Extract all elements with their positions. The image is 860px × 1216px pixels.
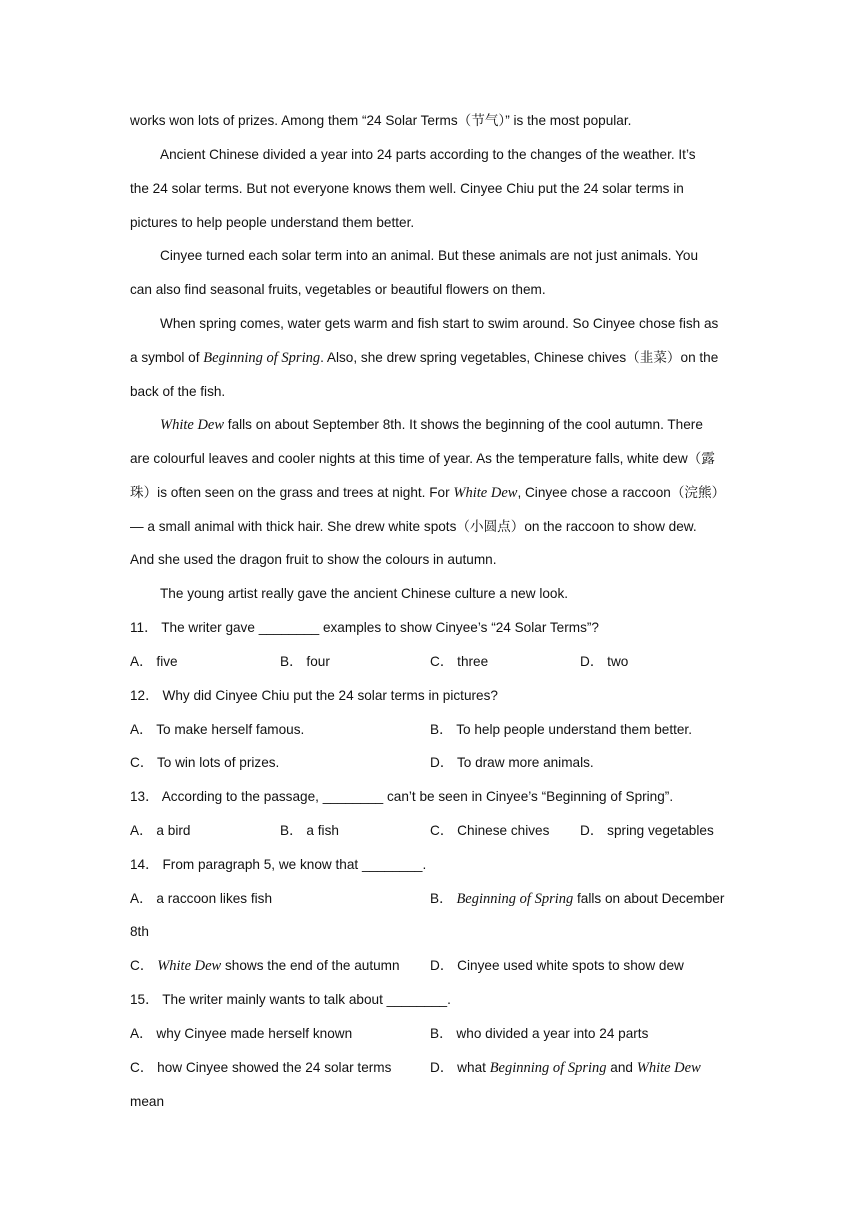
option-a[interactable]: A． five — [130, 654, 178, 669]
passage-line: Ancient Chinese divided a year into 24 parts according to the changes of the weather. It’s — [160, 147, 696, 162]
passage-line: pictures to help people understand them better. — [130, 215, 415, 230]
text-run: B． — [430, 891, 457, 906]
question-15: 15． The writer mainly wants to talk about ________. — [130, 992, 451, 1007]
text-run: a symbol of — [130, 350, 204, 365]
option-b[interactable]: B． four — [280, 654, 330, 669]
option-d[interactable]: D． To draw more animals. — [430, 755, 594, 770]
option-d[interactable]: D． two — [580, 654, 629, 669]
text-run: . Also, she drew spring vegetables, Chinese chives（韭菜）on the — [320, 350, 719, 365]
text-run: shows the end of the autumn — [221, 958, 400, 973]
option-c[interactable]: C． how Cinyee showed the 24 solar terms — [130, 1060, 392, 1075]
option-c[interactable]: C． Chinese chives — [430, 823, 550, 838]
option-a[interactable]: A． a raccoon likes fish — [130, 891, 273, 906]
passage-line: — a small animal with thick hair. She drew white spots（小圆点）on the raccoon to show dew. — [130, 519, 697, 534]
passage-line — [130, 348, 718, 368]
option-a[interactable]: A． a bird — [130, 823, 191, 838]
option-c[interactable] — [130, 956, 400, 976]
option-d[interactable]: D． spring vegetables — [580, 823, 714, 838]
option-c[interactable]: C． To win lots of prizes. — [130, 755, 280, 770]
text-run: and — [606, 1060, 637, 1075]
italic-term: Beginning of Spring — [203, 350, 321, 366]
option-a[interactable]: A． To make herself famous. — [130, 722, 305, 737]
passage-line: are colourful leaves and cooler nights at this time of year. As the temperature falls, white dew（露 — [130, 451, 715, 466]
passage-line: back of the fish. — [130, 384, 226, 399]
italic-term: Beginning of Spring — [489, 1060, 607, 1076]
passage-line — [130, 483, 725, 503]
option-b[interactable]: B． who divided a year into 24 parts — [430, 1026, 649, 1041]
question-14: 14． From paragraph 5, we know that ________. — [130, 857, 427, 872]
passage-line: the 24 solar terms. But not everyone knows them well. Cinyee Chiu put the 24 solar terms in — [130, 181, 684, 196]
text-run: 珠）is often seen on the grass and trees at night. For — [130, 485, 454, 500]
question-12: 12． Why did Cinyee Chiu put the 24 solar terms in pictures? — [130, 688, 498, 703]
passage-line: And she used the dragon fruit to show the colours in autumn. — [130, 552, 497, 567]
passage-line: works won lots of prizes. Among them “24 Solar Terms（节气）” is the most popular. — [130, 113, 632, 128]
text-run: D． what — [430, 1060, 490, 1075]
italic-term: Beginning of Spring — [456, 891, 574, 907]
italic-term: White Dew — [636, 1060, 701, 1076]
question-11: 11． The writer gave ________ examples to show Cinyee’s “24 Solar Terms”? — [130, 620, 599, 635]
option-b[interactable]: B． To help people understand them better. — [430, 722, 692, 737]
option-d[interactable]: D． Cinyee used white spots to show dew — [430, 958, 684, 973]
italic-term: White Dew — [157, 958, 222, 974]
option-b-wrap: 8th — [130, 924, 149, 939]
italic-term: White Dew — [160, 417, 225, 433]
passage-line: When spring comes, water gets warm and fish start to swim around. So Cinyee chose fish as — [160, 316, 719, 331]
option-b[interactable] — [430, 889, 724, 909]
passage-line — [160, 415, 703, 435]
option-c[interactable]: C． three — [430, 654, 489, 669]
option-a[interactable]: A． why Cinyee made herself known — [130, 1026, 353, 1041]
text-run: , Cinyee chose a raccoon（浣熊） — [517, 485, 726, 500]
option-d[interactable] — [430, 1058, 701, 1078]
italic-term: White Dew — [453, 485, 518, 501]
text-run: falls on about September 8th. It shows the beginning of the cool autumn. There — [224, 417, 703, 432]
option-b[interactable]: B． a fish — [280, 823, 339, 838]
text-run: falls on about December — [573, 891, 725, 906]
question-13: 13． According to the passage, ________ can’t be seen in Cinyee’s “Beginning of Spring”. — [130, 789, 674, 804]
passage-line: The young artist really gave the ancient Chinese culture a new look. — [160, 586, 569, 601]
passage-line: can also find seasonal fruits, vegetables or beautiful flowers on them. — [130, 282, 546, 297]
passage-line: Cinyee turned each solar term into an animal. But these animals are not just animals. You — [160, 248, 699, 263]
text-run: C． — [130, 958, 158, 973]
option-d-wrap: mean — [130, 1094, 165, 1109]
